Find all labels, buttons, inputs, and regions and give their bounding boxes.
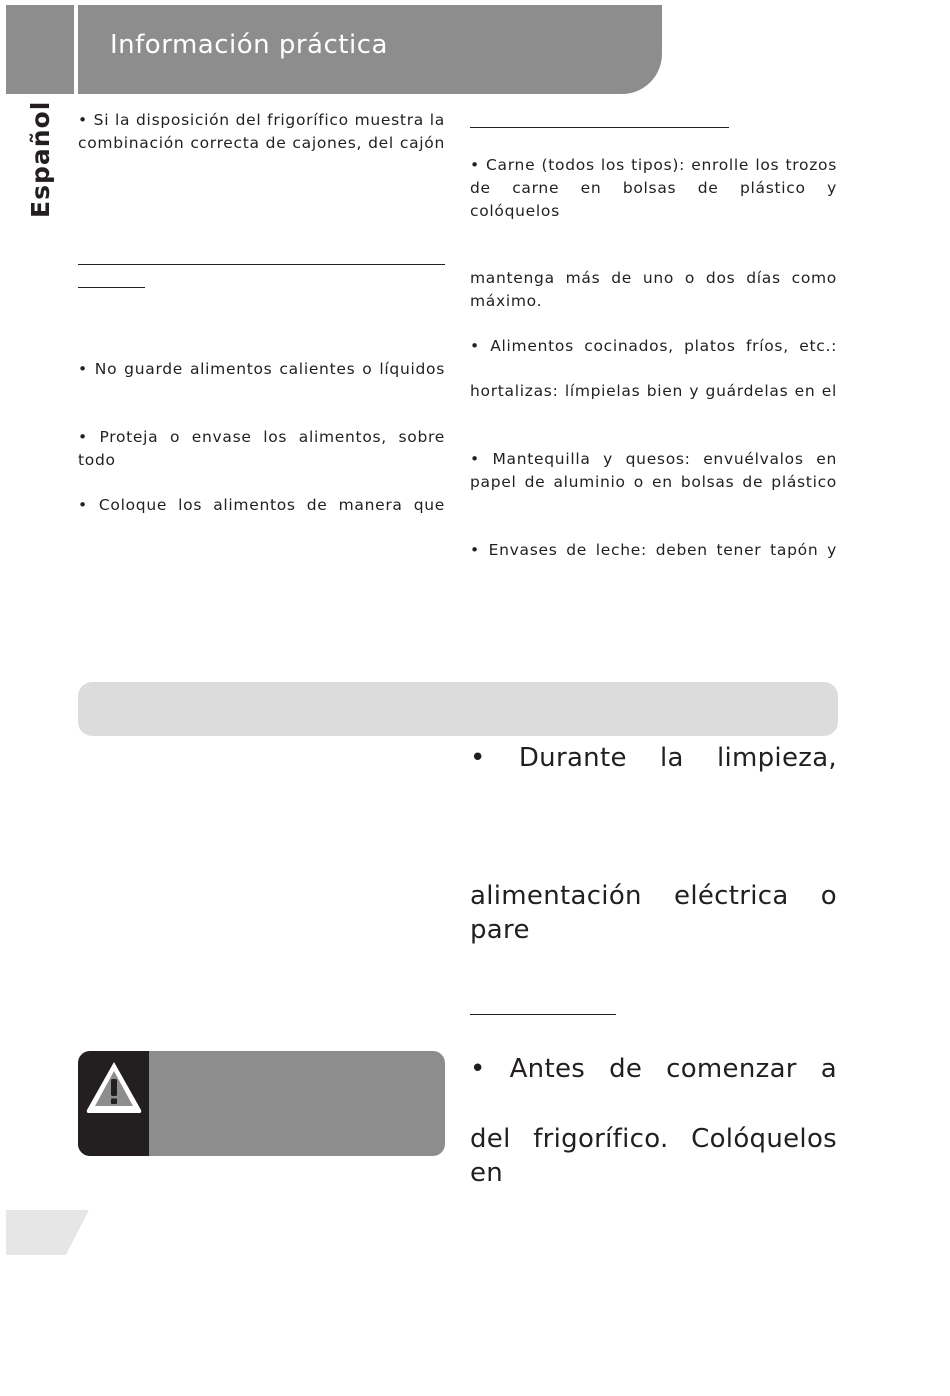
bullet-protect-food: • Proteja o envase los alimentos, sobre todo [78, 428, 445, 469]
section-heading-bar [78, 682, 838, 736]
cleaning-line1: • Durante la limpieza, [470, 743, 837, 773]
rule-cleaning [470, 1014, 616, 1015]
bullet-cooked-food: • Alimentos cocinados, platos fríos, etc.: [470, 337, 837, 355]
page-title: Información práctica [110, 30, 388, 60]
warning-box [78, 1051, 445, 1156]
rule-left-long [78, 264, 445, 265]
rule-left-short [78, 287, 145, 288]
header-tab [6, 5, 74, 94]
page-corner-tab [6, 1210, 89, 1255]
bullet-milk: • Envases de leche: deben tener tapón y [470, 541, 837, 559]
bullet-butter-line1: • Mantequilla y quesos: envuélvalos en [470, 450, 837, 468]
cleaning-line3: • Antes de comenzar a [470, 1054, 837, 1084]
keep-days-line2: máximo. [470, 292, 543, 310]
bullet-meat-line2: de carne en bolsas de plástico y colóquelos [470, 179, 837, 220]
cleaning-line2: alimentación eléctrica o pare [470, 881, 837, 945]
cleaning-line4: del frigorífico. Colóquelos en [470, 1124, 837, 1188]
bullet-meat-line1: • Carne (todos los tipos): enrolle los trozos [470, 156, 837, 174]
paragraph-drawer-layout-line1: • Si la disposición del frigorífico muestra la [78, 111, 445, 129]
warning-triangle-icon [84, 1059, 144, 1115]
rule-right-top [470, 127, 729, 128]
warning-icon-panel [78, 1051, 149, 1156]
keep-days-line1: mantenga más de uno o dos días como [470, 269, 837, 287]
bullet-place-food: • Coloque los alimentos de manera que [78, 496, 445, 514]
bullet-hot-food: • No guarde alimentos calientes o líquidos [78, 360, 445, 378]
language-label: Español [26, 100, 55, 218]
paragraph-drawer-layout-line2: combinación correcta de cajones, del cajón [78, 134, 445, 152]
vegetables-line: hortalizas: límpielas bien y guárdelas en el [470, 382, 837, 400]
bullet-butter-line2: papel de aluminio o en bolsas de plástico [470, 473, 837, 491]
